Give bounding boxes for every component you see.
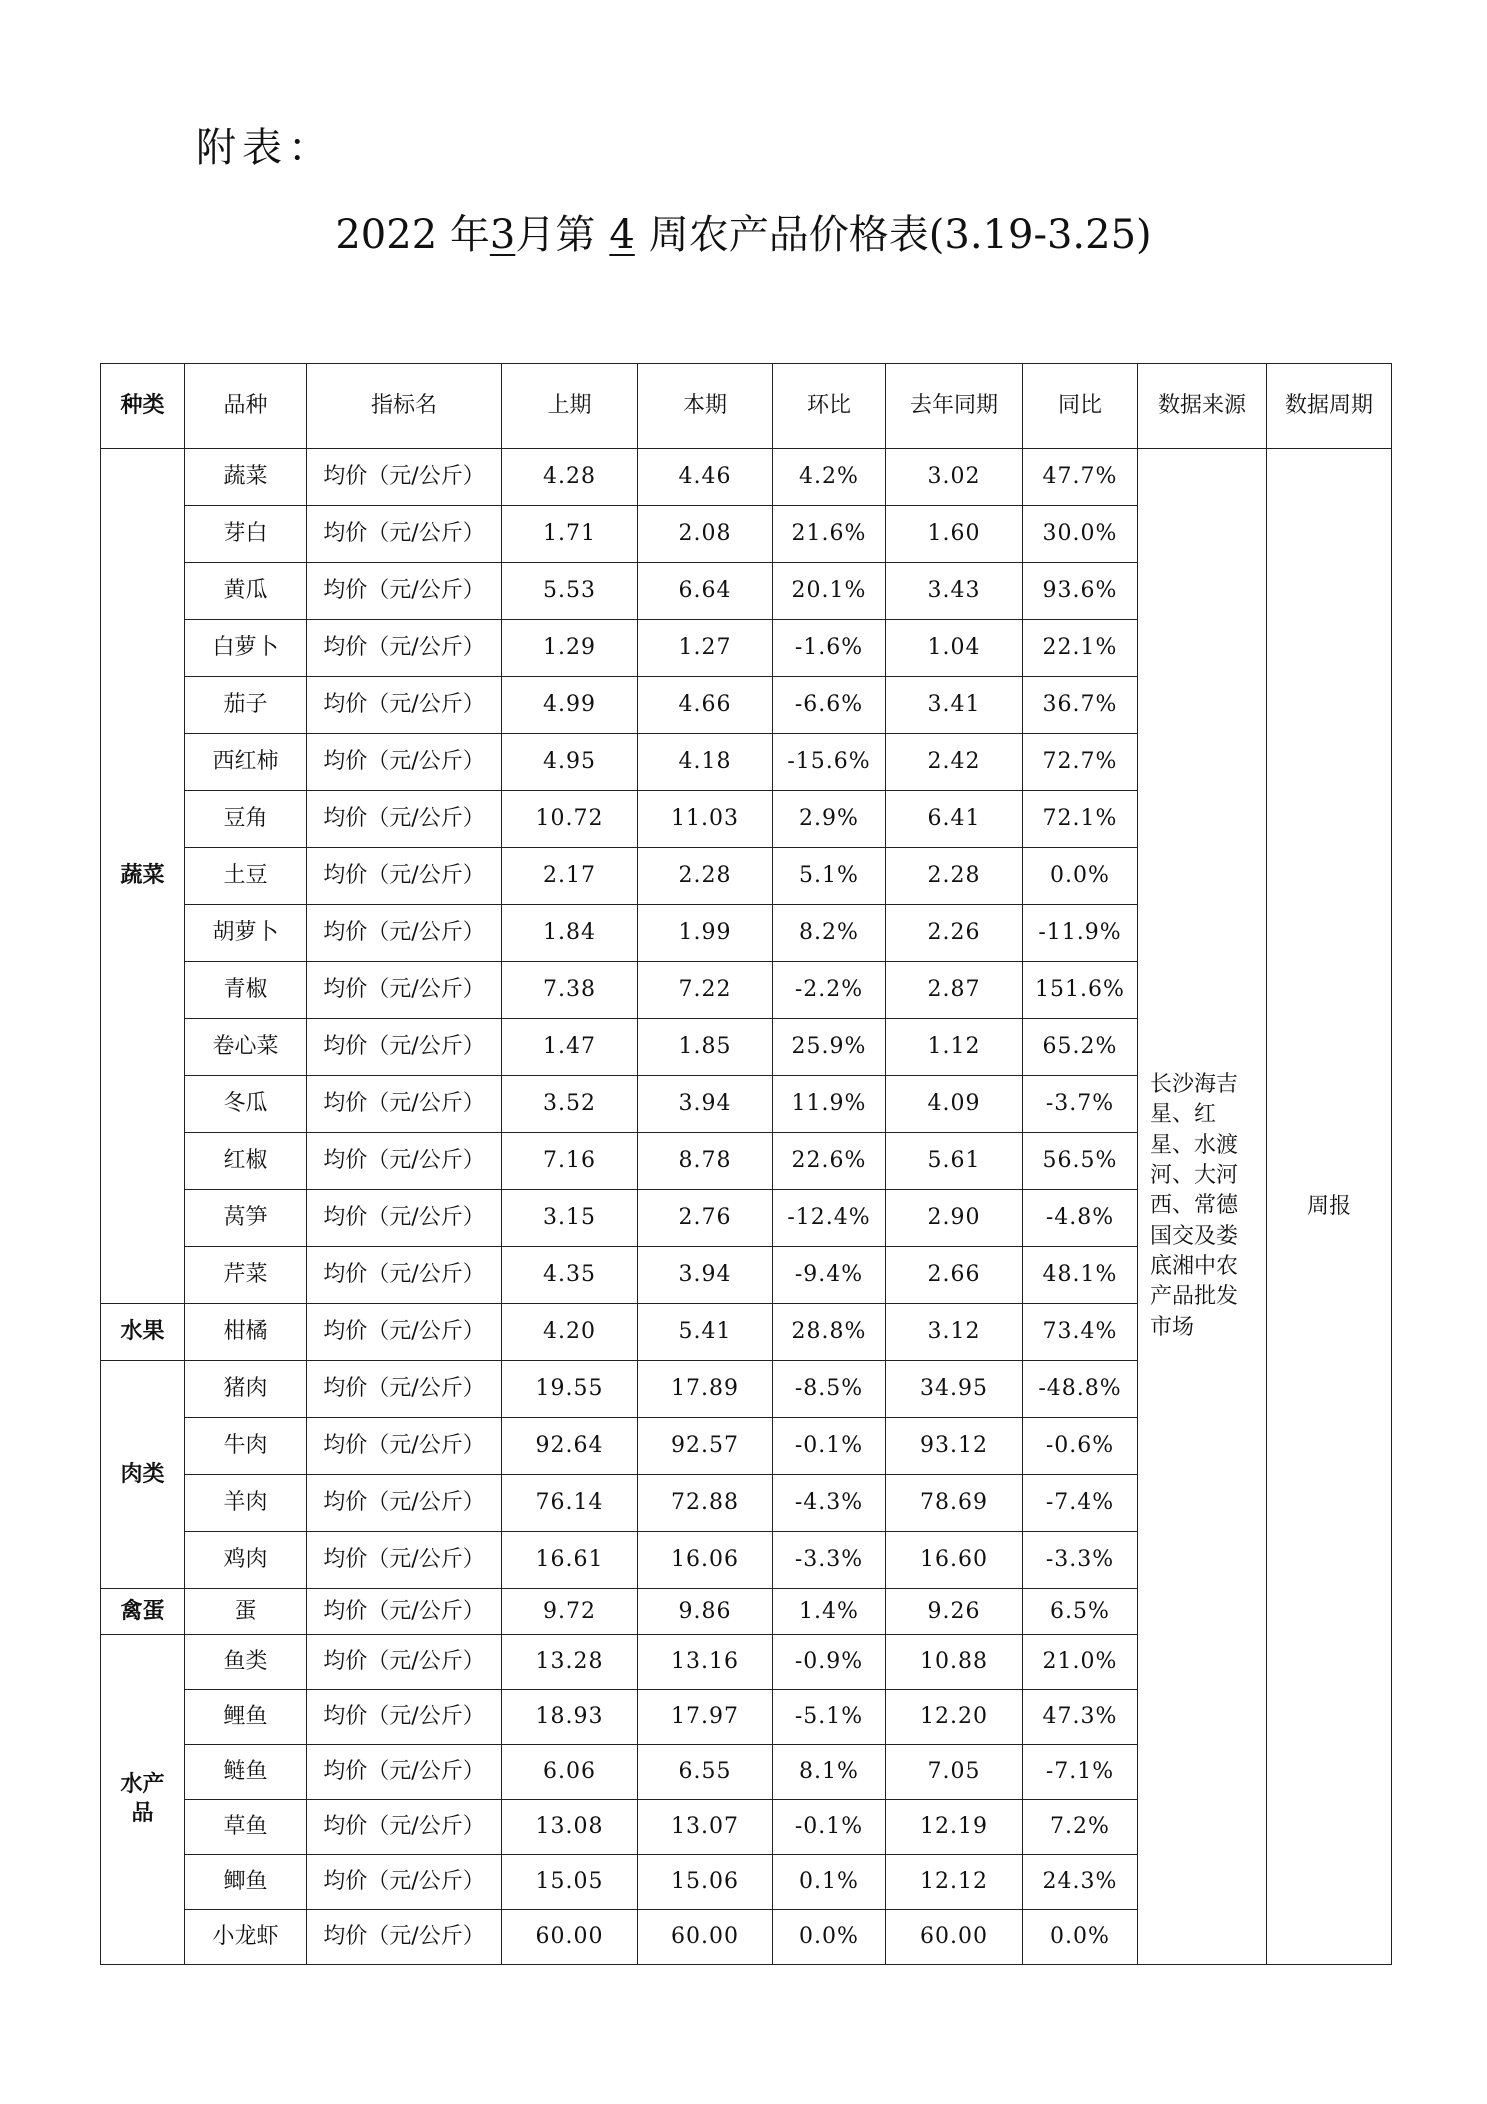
cell-prev: 1.71 bbox=[502, 506, 638, 563]
cell-prev: 10.72 bbox=[502, 791, 638, 848]
col-header-item: 品种 bbox=[185, 364, 307, 449]
cell-prev: 7.38 bbox=[502, 962, 638, 1019]
cell-mom: 20.1% bbox=[773, 563, 886, 620]
cell-metric: 均价（元/公斤） bbox=[307, 1475, 502, 1532]
cell-metric: 均价（元/公斤） bbox=[307, 1532, 502, 1589]
cell-prev: 1.29 bbox=[502, 620, 638, 677]
cell-item: 小龙虾 bbox=[185, 1910, 307, 1965]
cell-mom: -6.6% bbox=[773, 677, 886, 734]
cell-item: 草鱼 bbox=[185, 1800, 307, 1855]
cell-yoy: -11.9% bbox=[1023, 905, 1138, 962]
cell-metric: 均价（元/公斤） bbox=[307, 1745, 502, 1800]
cell-prev: 4.28 bbox=[502, 449, 638, 506]
cell-curr: 2.76 bbox=[638, 1190, 773, 1247]
cell-item: 豆角 bbox=[185, 791, 307, 848]
cell-last-year: 78.69 bbox=[886, 1475, 1023, 1532]
cell-metric: 均价（元/公斤） bbox=[307, 1855, 502, 1910]
cell-prev: 3.52 bbox=[502, 1076, 638, 1133]
cell-prev: 1.84 bbox=[502, 905, 638, 962]
col-header-prev: 上期 bbox=[502, 364, 638, 449]
cell-prev: 2.17 bbox=[502, 848, 638, 905]
cell-prev: 4.20 bbox=[502, 1304, 638, 1361]
cell-metric: 均价（元/公斤） bbox=[307, 905, 502, 962]
cell-last-year: 1.60 bbox=[886, 506, 1023, 563]
cell-last-year: 3.02 bbox=[886, 449, 1023, 506]
cell-prev: 1.47 bbox=[502, 1019, 638, 1076]
cell-curr: 3.94 bbox=[638, 1247, 773, 1304]
cell-mom: 25.9% bbox=[773, 1019, 886, 1076]
cell-prev: 4.95 bbox=[502, 734, 638, 791]
cell-metric: 均价（元/公斤） bbox=[307, 1418, 502, 1475]
cell-metric: 均价（元/公斤） bbox=[307, 1690, 502, 1745]
cell-prev: 18.93 bbox=[502, 1690, 638, 1745]
cell-yoy: 6.5% bbox=[1023, 1589, 1138, 1635]
cell-mom: -15.6% bbox=[773, 734, 886, 791]
table-body bbox=[101, 449, 1392, 1965]
cell-item: 西红柿 bbox=[185, 734, 307, 791]
col-header-last-year: 去年同期 bbox=[886, 364, 1023, 449]
cell-last-year: 60.00 bbox=[886, 1910, 1023, 1965]
cell-curr: 17.97 bbox=[638, 1690, 773, 1745]
cell-last-year: 2.87 bbox=[886, 962, 1023, 1019]
cell-prev: 4.35 bbox=[502, 1247, 638, 1304]
cell-curr: 8.78 bbox=[638, 1133, 773, 1190]
cell-prev: 92.64 bbox=[502, 1418, 638, 1475]
col-header-period: 数据周期 bbox=[1267, 364, 1392, 449]
cell-curr: 17.89 bbox=[638, 1361, 773, 1418]
cell-metric: 均价（元/公斤） bbox=[307, 677, 502, 734]
cell-category: 水产品 bbox=[101, 1635, 185, 1965]
cell-prev: 15.05 bbox=[502, 1855, 638, 1910]
cell-prev: 13.28 bbox=[502, 1635, 638, 1690]
cell-metric: 均价（元/公斤） bbox=[307, 791, 502, 848]
cell-item: 胡萝卜 bbox=[185, 905, 307, 962]
cell-last-year: 7.05 bbox=[886, 1745, 1023, 1800]
cell-last-year: 1.04 bbox=[886, 620, 1023, 677]
cell-metric: 均价（元/公斤） bbox=[307, 1304, 502, 1361]
title-prefix: 2022 年 bbox=[335, 212, 490, 258]
cell-item: 芹菜 bbox=[185, 1247, 307, 1304]
cell-item: 猪肉 bbox=[185, 1361, 307, 1418]
cell-yoy: 151.6% bbox=[1023, 962, 1138, 1019]
cell-item: 芽白 bbox=[185, 506, 307, 563]
cell-mom: -12.4% bbox=[773, 1190, 886, 1247]
cell-curr: 2.28 bbox=[638, 848, 773, 905]
cell-yoy: 47.7% bbox=[1023, 449, 1138, 506]
title-month: 3 bbox=[489, 212, 516, 258]
cell-yoy: -4.8% bbox=[1023, 1190, 1138, 1247]
cell-metric: 均价（元/公斤） bbox=[307, 1190, 502, 1247]
cell-last-year: 12.12 bbox=[886, 1855, 1023, 1910]
cell-last-year: 12.19 bbox=[886, 1800, 1023, 1855]
cell-yoy: 0.0% bbox=[1023, 848, 1138, 905]
cell-last-year: 2.28 bbox=[886, 848, 1023, 905]
cell-yoy: -7.1% bbox=[1023, 1745, 1138, 1800]
cell-item: 蛋 bbox=[185, 1589, 307, 1635]
cell-prev: 76.14 bbox=[502, 1475, 638, 1532]
cell-yoy: 72.7% bbox=[1023, 734, 1138, 791]
cell-mom: -0.1% bbox=[773, 1418, 886, 1475]
cell-curr: 92.57 bbox=[638, 1418, 773, 1475]
cell-mom: 0.0% bbox=[773, 1910, 886, 1965]
cell-yoy: 36.7% bbox=[1023, 677, 1138, 734]
cell-metric: 均价（元/公斤） bbox=[307, 848, 502, 905]
cell-yoy: -48.8% bbox=[1023, 1361, 1138, 1418]
cell-mom: -2.2% bbox=[773, 962, 886, 1019]
cell-prev: 6.06 bbox=[502, 1745, 638, 1800]
table-row bbox=[101, 449, 1392, 506]
cell-last-year: 3.43 bbox=[886, 563, 1023, 620]
cell-item: 鸡肉 bbox=[185, 1532, 307, 1589]
cell-mom: 22.6% bbox=[773, 1133, 886, 1190]
cell-metric: 均价（元/公斤） bbox=[307, 1361, 502, 1418]
cell-yoy: 22.1% bbox=[1023, 620, 1138, 677]
page-title bbox=[0, 212, 1487, 258]
cell-metric: 均价（元/公斤） bbox=[307, 563, 502, 620]
cell-item: 羊肉 bbox=[185, 1475, 307, 1532]
header-row bbox=[101, 364, 1392, 449]
cell-prev: 4.99 bbox=[502, 677, 638, 734]
cell-yoy: -7.4% bbox=[1023, 1475, 1138, 1532]
cell-data-source: 长沙海吉星、红星、水渡河、大河西、常德国交及娄底湘中农产品批发市场 bbox=[1138, 449, 1267, 1965]
cell-curr: 3.94 bbox=[638, 1076, 773, 1133]
cell-mom: 8.1% bbox=[773, 1745, 886, 1800]
cell-yoy: 24.3% bbox=[1023, 1855, 1138, 1910]
cell-prev: 19.55 bbox=[502, 1361, 638, 1418]
cell-curr: 16.06 bbox=[638, 1532, 773, 1589]
cell-mom: -3.3% bbox=[773, 1532, 886, 1589]
cell-last-year: 5.61 bbox=[886, 1133, 1023, 1190]
col-header-category: 种类 bbox=[101, 364, 185, 449]
cell-yoy: 72.1% bbox=[1023, 791, 1138, 848]
cell-item: 鲢鱼 bbox=[185, 1745, 307, 1800]
cell-item: 白萝卜 bbox=[185, 620, 307, 677]
cell-prev: 16.61 bbox=[502, 1532, 638, 1589]
cell-yoy: -0.6% bbox=[1023, 1418, 1138, 1475]
cell-curr: 13.16 bbox=[638, 1635, 773, 1690]
cell-yoy: 65.2% bbox=[1023, 1019, 1138, 1076]
cell-yoy: 56.5% bbox=[1023, 1133, 1138, 1190]
col-header-curr: 本期 bbox=[638, 364, 773, 449]
cell-curr: 7.22 bbox=[638, 962, 773, 1019]
cell-item: 卷心菜 bbox=[185, 1019, 307, 1076]
cell-item: 土豆 bbox=[185, 848, 307, 905]
cell-curr: 1.99 bbox=[638, 905, 773, 962]
cell-last-year: 16.60 bbox=[886, 1532, 1023, 1589]
cell-item: 鲫鱼 bbox=[185, 1855, 307, 1910]
cell-item: 青椒 bbox=[185, 962, 307, 1019]
cell-yoy: 21.0% bbox=[1023, 1635, 1138, 1690]
cell-item: 鱼类 bbox=[185, 1635, 307, 1690]
cell-last-year: 3.41 bbox=[886, 677, 1023, 734]
cell-item: 冬瓜 bbox=[185, 1076, 307, 1133]
cell-metric: 均价（元/公斤） bbox=[307, 1076, 502, 1133]
cell-item: 黄瓜 bbox=[185, 563, 307, 620]
col-header-metric: 指标名 bbox=[307, 364, 502, 449]
cell-mom: -5.1% bbox=[773, 1690, 886, 1745]
cell-mom: 1.4% bbox=[773, 1589, 886, 1635]
cell-mom: -1.6% bbox=[773, 620, 886, 677]
cell-last-year: 2.42 bbox=[886, 734, 1023, 791]
cell-last-year: 12.20 bbox=[886, 1690, 1023, 1745]
cell-yoy: 0.0% bbox=[1023, 1910, 1138, 1965]
cell-item: 茄子 bbox=[185, 677, 307, 734]
cell-category: 蔬菜 bbox=[101, 449, 185, 1304]
cell-data-period: 周报 bbox=[1267, 449, 1392, 1965]
cell-last-year: 6.41 bbox=[886, 791, 1023, 848]
title-mid: 月第 bbox=[515, 212, 596, 258]
cell-metric: 均价（元/公斤） bbox=[307, 1133, 502, 1190]
cell-curr: 4.18 bbox=[638, 734, 773, 791]
cell-mom: 0.1% bbox=[773, 1855, 886, 1910]
cell-mom: -9.4% bbox=[773, 1247, 886, 1304]
cell-item: 莴笋 bbox=[185, 1190, 307, 1247]
cell-curr: 60.00 bbox=[638, 1910, 773, 1965]
cell-mom: 4.2% bbox=[773, 449, 886, 506]
appendix-label: 附表： bbox=[196, 125, 334, 171]
cell-category: 肉类 bbox=[101, 1361, 185, 1589]
cell-category: 禽蛋 bbox=[101, 1589, 185, 1635]
title-week: 4 bbox=[609, 212, 635, 258]
cell-prev: 60.00 bbox=[502, 1910, 638, 1965]
cell-metric: 均价（元/公斤） bbox=[307, 1635, 502, 1690]
cell-mom: 2.9% bbox=[773, 791, 886, 848]
cell-mom: 11.9% bbox=[773, 1076, 886, 1133]
cell-last-year: 3.12 bbox=[886, 1304, 1023, 1361]
cell-last-year: 93.12 bbox=[886, 1418, 1023, 1475]
cell-curr: 5.41 bbox=[638, 1304, 773, 1361]
cell-metric: 均价（元/公斤） bbox=[307, 1800, 502, 1855]
cell-metric: 均价（元/公斤） bbox=[307, 1910, 502, 1965]
col-header-source: 数据来源 bbox=[1138, 364, 1267, 449]
cell-yoy: 47.3% bbox=[1023, 1690, 1138, 1745]
cell-last-year: 10.88 bbox=[886, 1635, 1023, 1690]
cell-curr: 6.64 bbox=[638, 563, 773, 620]
col-header-mom: 环比 bbox=[773, 364, 886, 449]
cell-metric: 均价（元/公斤） bbox=[307, 1019, 502, 1076]
cell-prev: 9.72 bbox=[502, 1589, 638, 1635]
cell-prev: 3.15 bbox=[502, 1190, 638, 1247]
cell-mom: -4.3% bbox=[773, 1475, 886, 1532]
cell-curr: 4.66 bbox=[638, 677, 773, 734]
cell-mom: 21.6% bbox=[773, 506, 886, 563]
cell-mom: -8.5% bbox=[773, 1361, 886, 1418]
cell-curr: 2.08 bbox=[638, 506, 773, 563]
cell-metric: 均价（元/公斤） bbox=[307, 1589, 502, 1635]
cell-item: 红椒 bbox=[185, 1133, 307, 1190]
cell-last-year: 4.09 bbox=[886, 1076, 1023, 1133]
cell-yoy: -3.3% bbox=[1023, 1532, 1138, 1589]
cell-curr: 4.46 bbox=[638, 449, 773, 506]
cell-item: 柑橘 bbox=[185, 1304, 307, 1361]
cell-yoy: 7.2% bbox=[1023, 1800, 1138, 1855]
cell-last-year: 2.90 bbox=[886, 1190, 1023, 1247]
cell-yoy: 73.4% bbox=[1023, 1304, 1138, 1361]
cell-curr: 15.06 bbox=[638, 1855, 773, 1910]
cell-yoy: 93.6% bbox=[1023, 563, 1138, 620]
cell-item: 蔬菜 bbox=[185, 449, 307, 506]
cell-category: 水果 bbox=[101, 1304, 185, 1361]
cell-prev: 13.08 bbox=[502, 1800, 638, 1855]
cell-curr: 1.27 bbox=[638, 620, 773, 677]
cell-last-year: 1.12 bbox=[886, 1019, 1023, 1076]
col-header-yoy: 同比 bbox=[1023, 364, 1138, 449]
cell-curr: 6.55 bbox=[638, 1745, 773, 1800]
cell-mom: 5.1% bbox=[773, 848, 886, 905]
cell-yoy: 48.1% bbox=[1023, 1247, 1138, 1304]
cell-curr: 11.03 bbox=[638, 791, 773, 848]
cell-mom: -0.9% bbox=[773, 1635, 886, 1690]
cell-metric: 均价（元/公斤） bbox=[307, 506, 502, 563]
cell-prev: 7.16 bbox=[502, 1133, 638, 1190]
cell-last-year: 34.95 bbox=[886, 1361, 1023, 1418]
cell-yoy: 30.0% bbox=[1023, 506, 1138, 563]
cell-metric: 均价（元/公斤） bbox=[307, 962, 502, 1019]
cell-curr: 72.88 bbox=[638, 1475, 773, 1532]
cell-mom: 28.8% bbox=[773, 1304, 886, 1361]
cell-prev: 5.53 bbox=[502, 563, 638, 620]
cell-metric: 均价（元/公斤） bbox=[307, 449, 502, 506]
cell-last-year: 9.26 bbox=[886, 1589, 1023, 1635]
cell-last-year: 2.66 bbox=[886, 1247, 1023, 1304]
price-table bbox=[100, 363, 1392, 1965]
cell-metric: 均价（元/公斤） bbox=[307, 734, 502, 791]
cell-curr: 1.85 bbox=[638, 1019, 773, 1076]
cell-metric: 均价（元/公斤） bbox=[307, 620, 502, 677]
cell-item: 牛肉 bbox=[185, 1418, 307, 1475]
cell-curr: 9.86 bbox=[638, 1589, 773, 1635]
cell-curr: 13.07 bbox=[638, 1800, 773, 1855]
cell-yoy: -3.7% bbox=[1023, 1076, 1138, 1133]
cell-last-year: 2.26 bbox=[886, 905, 1023, 962]
title-suffix: 周农产品价格表(3.19-3.25) bbox=[648, 212, 1152, 258]
cell-metric: 均价（元/公斤） bbox=[307, 1247, 502, 1304]
cell-mom: 8.2% bbox=[773, 905, 886, 962]
cell-item: 鲤鱼 bbox=[185, 1690, 307, 1745]
cell-mom: -0.1% bbox=[773, 1800, 886, 1855]
